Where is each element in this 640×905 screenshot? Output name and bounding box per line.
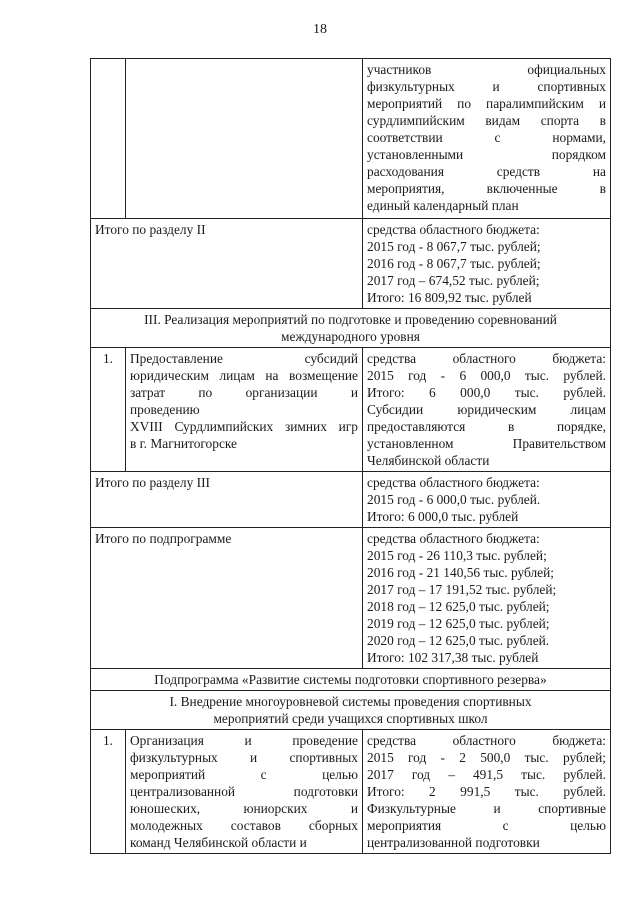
text-line: 2017 год – 674,52 тыс. рублей; [367, 273, 540, 288]
text-line: 2016 год - 8 067,7 тыс. рублей; [367, 256, 541, 271]
description-text [130, 350, 358, 452]
description-cell [126, 730, 363, 854]
text-line: молодежных составов сборных [130, 818, 358, 833]
page-number: 18 [313, 22, 327, 37]
text-line: 2015 год - 6 000,0 тыс. рублей. [367, 492, 541, 507]
description-text [130, 732, 358, 851]
text-line: затрат по организации и [130, 385, 358, 400]
text-line: 2020 год – 12 625,0 тыс. рублей. [367, 633, 550, 648]
funding-cell [363, 348, 611, 472]
text-line: централизованной подготовки [367, 835, 540, 850]
text-line: средства областного бюджета: [367, 351, 606, 366]
section-header [91, 309, 611, 348]
text-line: Организация и проведение [130, 733, 358, 748]
funding-text [367, 474, 606, 525]
funding-text [367, 530, 606, 666]
text-line: 2017 год – 17 191,52 тыс. рублей; [367, 582, 557, 597]
text-line: мероприятий по паралимпийским и [367, 96, 606, 111]
total-label: Итого по разделу III [91, 472, 363, 528]
text-line: I. Внедрение многоуровневой системы проведения спортивных [169, 694, 532, 709]
funding-cell [363, 730, 611, 854]
table-row-total-section-2 [91, 219, 611, 309]
text-line: проведению [130, 402, 200, 417]
text-line: расходования средств на [367, 164, 606, 179]
funding-text [367, 61, 606, 214]
table-row-section-1-header [91, 691, 611, 730]
text-line: 2015 год - 6 000,0 тыс. рублей. [367, 368, 606, 383]
subprogram-title: Подпрограмма «Развитие системы подготовки спортивного резерва» [91, 669, 611, 691]
text-line: централизованной подготовки [130, 784, 358, 799]
text-line: установленном Правительством [367, 436, 606, 451]
text-line: Итого: 2 991,5 тыс. рублей. [367, 784, 606, 799]
total-label: Итого по разделу II [91, 219, 363, 309]
text-line: команд Челябинской области и [130, 835, 307, 850]
section-header [91, 691, 611, 730]
text-line: XVIII Сурдлимпийских зимних игр [130, 419, 358, 434]
table-row-section-1-item-1 [91, 730, 611, 854]
text-line: 2015 год - 2 500,0 тыс. рублей; [367, 750, 606, 765]
text-line: единый календарный план [367, 198, 519, 213]
text-line: средства областного бюджета: [367, 531, 540, 546]
text-line: Субсидии юридическим лицам [367, 402, 606, 417]
text-line: сурдлимпийским видам спорта в [367, 113, 606, 128]
description-cell [126, 59, 363, 219]
text-line: III. Реализация мероприятий по подготовке и проведению соревнований [144, 312, 557, 327]
funding-text [367, 221, 606, 306]
funding-cell [363, 59, 611, 219]
text-line: международного уровня [281, 329, 420, 344]
text-line: средства областного бюджета: [367, 222, 540, 237]
text-line: 2015 год - 8 067,7 тыс. рублей; [367, 239, 541, 254]
text-line: в г. Магнитогорске [130, 436, 237, 451]
text-line: соответствии с нормами, [367, 130, 606, 145]
text-line: мероприятия, включенные в [367, 181, 606, 196]
text-line: 2015 год - 26 110,3 тыс. рублей; [367, 548, 547, 563]
funding-cell [363, 472, 611, 528]
text-line: юридическим лицам на возмещение [130, 368, 358, 383]
text-line: средства областного бюджета: [367, 475, 540, 490]
text-line: Физкультурные и спортивные [367, 801, 606, 816]
text-line: предоставляются в порядке, [367, 419, 606, 434]
row-number-cell [91, 59, 126, 219]
funding-cell [363, 219, 611, 309]
text-line: юношеских, юниорских и [130, 801, 358, 816]
text-line: мероприятия с целью [367, 818, 606, 833]
text-line: участников официальных [367, 62, 606, 77]
text-line: Итого: 16 809,92 тыс. рублей [367, 290, 532, 305]
text-line: 2016 год - 21 140,56 тыс. рублей; [367, 565, 554, 580]
text-line: 2018 год – 12 625,0 тыс. рублей; [367, 599, 550, 614]
section-title [95, 311, 606, 345]
table-row-subprogram-header [91, 669, 611, 691]
text-line: 2017 год – 491,5 тыс. рублей. [367, 767, 606, 782]
row-number-cell: 1. [91, 348, 126, 472]
funding-cell [363, 528, 611, 669]
description-cell [126, 348, 363, 472]
table-row-total-subprogram [91, 528, 611, 669]
text-line: 2019 год – 12 625,0 тыс. рублей; [367, 616, 550, 631]
table-row-continuation [91, 59, 611, 219]
table-row-section-3-item-1 [91, 348, 611, 472]
text-line: Предоставление субсидий [130, 351, 358, 366]
text-line: мероприятий среди учащихся спортивных школ [213, 711, 488, 726]
row-number-cell: 1. [91, 730, 126, 854]
table-row-section-3-header [91, 309, 611, 348]
text-line: мероприятий с целью [130, 767, 358, 782]
total-label: Итого по подпрограмме [91, 528, 363, 669]
text-line: Челябинской области [367, 453, 490, 468]
table-row-total-section-3 [91, 472, 611, 528]
funding-table [90, 58, 611, 854]
text-line: физкультурных и спортивных [367, 79, 606, 94]
funding-text [367, 350, 606, 469]
text-line: установленными порядком [367, 147, 606, 162]
text-line: физкультурных и спортивных [130, 750, 358, 765]
text-line: Итого: 102 317,38 тыс. рублей [367, 650, 539, 665]
text-line: средства областного бюджета: [367, 733, 606, 748]
funding-text [367, 732, 606, 851]
section-title [95, 693, 606, 727]
text-line: Итого: 6 000,0 тыс. рублей. [367, 385, 606, 400]
text-line: Итого: 6 000,0 тыс. рублей [367, 509, 519, 524]
